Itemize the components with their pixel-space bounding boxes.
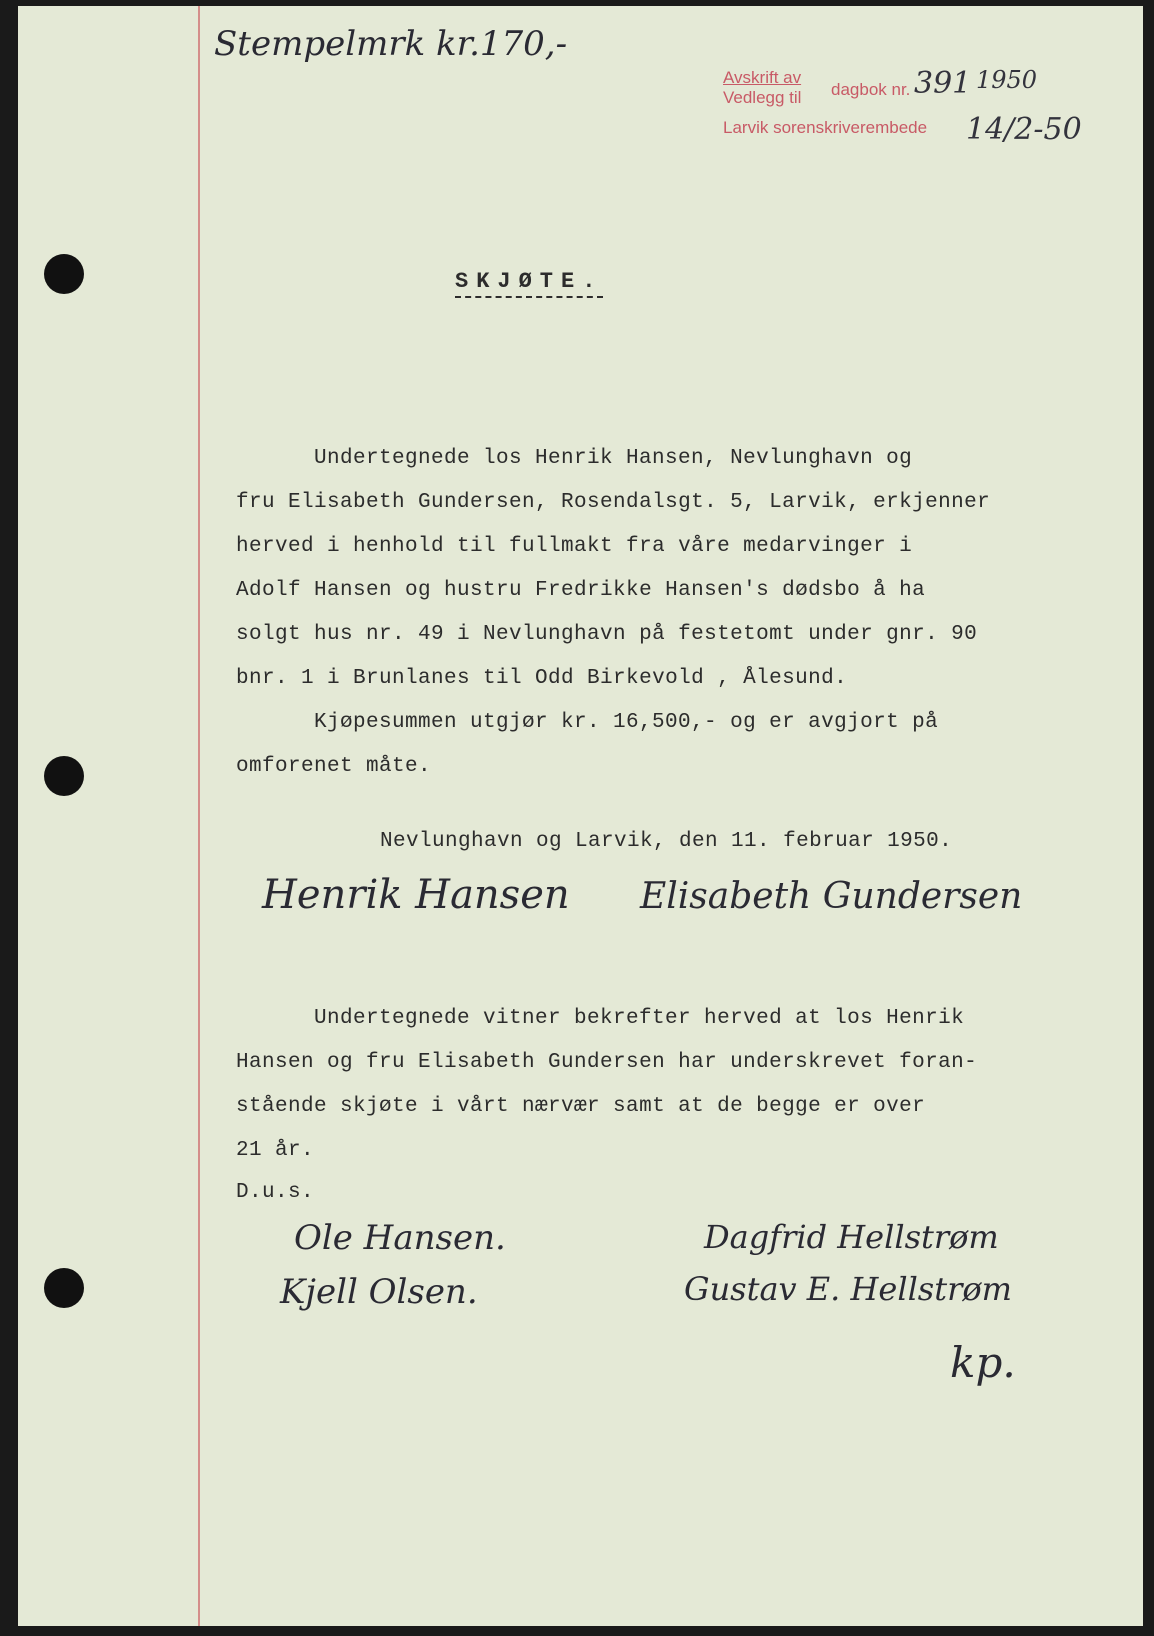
document-title <box>455 269 603 294</box>
signature-seller-2: Elisabeth Gundersen <box>640 876 1023 917</box>
text-line: Kjøpesummen utgjør kr. 16,500,- og er avgjort på <box>314 711 939 734</box>
stamp-date: 14/2-50 <box>966 112 1082 147</box>
place-date-line: Nevlunghavn og Larvik, den 11. februar 1950. <box>380 830 953 853</box>
punch-hole <box>44 756 84 796</box>
signature-witness-1: Ole Hansen. <box>294 1218 506 1258</box>
stamp-line-1b: dagbok nr. <box>831 80 911 99</box>
initials: kp. <box>950 1338 1016 1387</box>
document-page <box>18 6 1143 1626</box>
punch-hole <box>44 254 84 294</box>
signature-witness-2: Kjell Olsen. <box>280 1272 478 1312</box>
text-line: Undertegnede vitner bekrefter herved at los Henrik <box>314 1007 965 1030</box>
stamp-line-1: Avskrift av <box>723 68 802 87</box>
text-line: 21 år. <box>236 1139 315 1162</box>
text-line: stående skjøte i vårt nærvær samt at de begge er over <box>236 1095 926 1118</box>
text-line: herved i henhold til fullmakt fra våre medarvinger i <box>236 535 913 558</box>
signature-witness-3: Dagfrid Hellstrøm <box>704 1218 999 1256</box>
stamp-line-2: Vedlegg til <box>723 88 802 107</box>
text-line: solgt hus nr. 49 i Nevlunghavn på festetomt under gnr. 90 <box>236 623 978 646</box>
punch-hole <box>44 1268 84 1308</box>
journal-year: 1950 <box>976 66 1038 94</box>
text-line: fru Elisabeth Gundersen, Rosendalsgt. 5, Larvik, erkjenner <box>236 491 991 514</box>
closing-abbrev: D.u.s. <box>236 1181 315 1204</box>
text-line: Hansen og fru Elisabeth Gundersen har underskrevet foran- <box>236 1051 978 1074</box>
margin-rule <box>198 6 200 1626</box>
journal-number: 391 <box>914 66 972 101</box>
signature-seller-1: Henrik Hansen <box>262 872 570 918</box>
document-title-text: SKJØTE. <box>455 269 603 298</box>
text-line: bnr. 1 i Brunlanes til Odd Birkevold , Ålesund. <box>236 667 848 690</box>
text-line: omforenet måte. <box>236 755 432 778</box>
stamp-duty-note: Stempelmrk kr.170,- <box>214 24 568 64</box>
text-line: Undertegnede los Henrik Hansen, Nevlunghavn og <box>314 447 913 470</box>
text-line: Adolf Hansen og hustru Fredrikke Hansen's dødsbo å ha <box>236 579 926 602</box>
signature-witness-4: Gustav E. Hellstrøm <box>684 1270 1012 1308</box>
stamp-line-3: Larvik sorenskriverembede <box>723 118 928 137</box>
